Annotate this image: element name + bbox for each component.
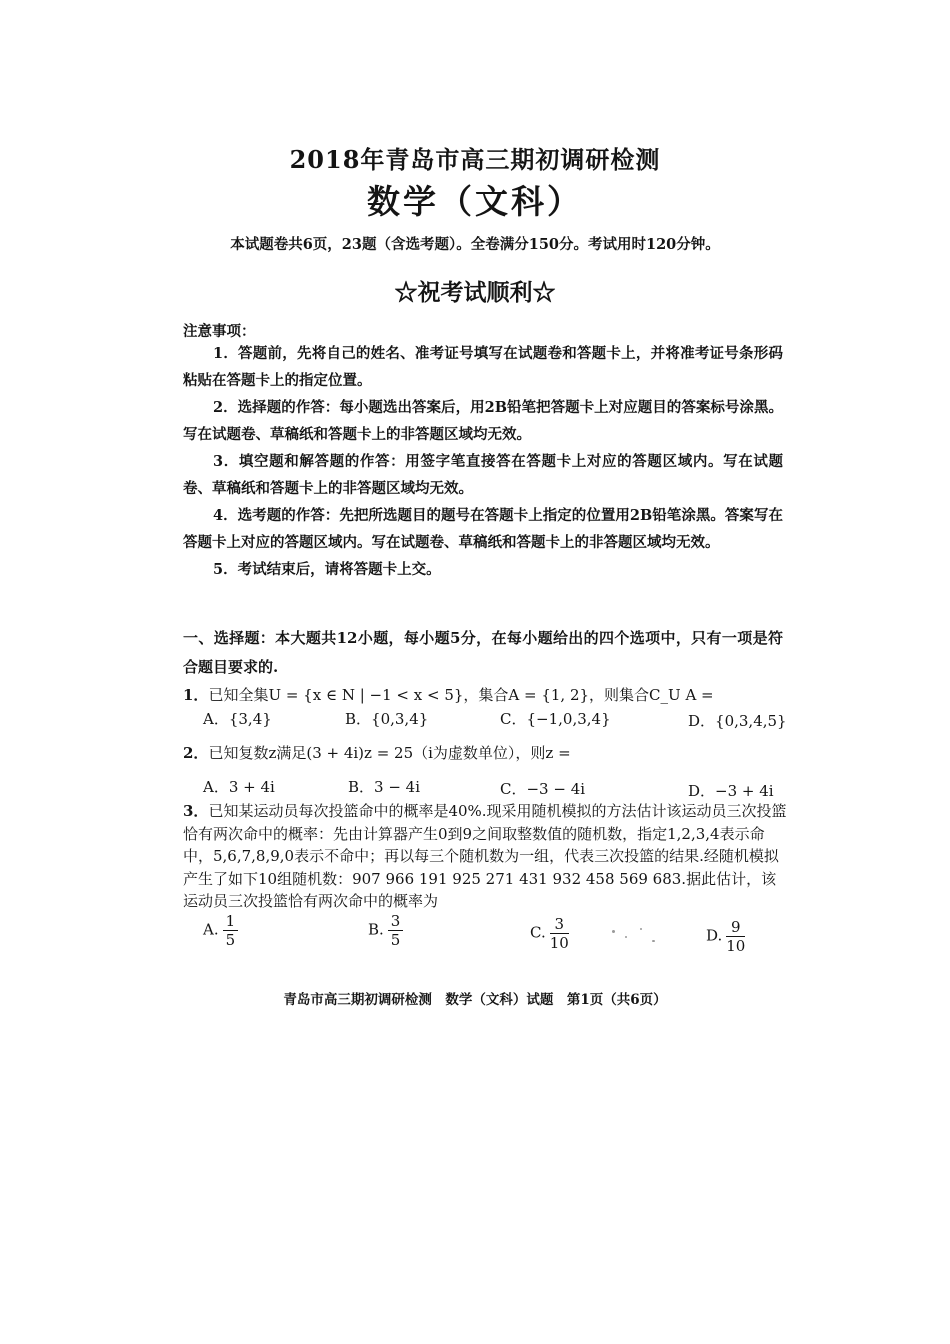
option-a [203,912,238,949]
fraction [388,912,404,949]
notice-item: 5．考试结束后，请将答题卡上交。 [213,561,441,578]
scan-speck [640,928,642,930]
fraction [550,915,569,952]
denominator: 5 [225,931,236,949]
option-label: B. [368,920,384,939]
exam-intro: 本试题卷共6页，23题（含选考题）。全卷满分150分。考试用时120分钟。 [230,236,720,253]
notice-item: 4．选考题的作答：先把所选题目的题号在答题卡上指定的位置用2B铅笔涂黑。答案写在答题卡上对应的答题区域内。写在试题卷、草稿纸和答题卡上的非答题区域均无效。 [183,507,783,551]
option-label: C. [530,923,546,942]
notice-item: 1．答题前，先将自己的姓名、准考证号填写在试题卷和答题卡上，并将准考证号条形码粘贴在答题卡上的指定位置。 [183,345,783,389]
section-heading: 一、选择题：本大题共12小题，每小题5分，在每小题给出的四个选项中，只有一项是符合题目要求的. [183,629,783,676]
question-2 [183,742,788,764]
option-b: B．3 − 4i [348,778,421,796]
question-number: 1． [183,686,209,704]
good-luck-line: ☆祝考试顺利☆ [394,279,556,306]
option-d: D．−3 + 4i [688,782,774,800]
option-b: B．{0,3,4} [345,710,429,728]
question-3 [183,800,788,913]
notice-item: 3．填空题和解答题的作答：用签字笔直接答在答题卡上对应的答题区域内。写在试题卷、草稿纸和答题卡上的非答题区域均无效。 [183,453,783,497]
numerator: 3 [388,912,404,931]
question-number: 2． [183,744,209,762]
scan-speck [612,930,615,933]
fraction [223,912,239,949]
numerator: 3 [550,915,569,934]
notice-heading: 注意事项： [183,323,256,340]
notice-item: 2．选择题的作答：每小题选出答案后，用2B铅笔把答题卡上对应题目的答案标号涂黑。写在试题卷、草稿纸和答题卡上的非答题区域均无效。 [183,399,783,443]
option-a: A．{3,4} [203,710,272,728]
page-footer: 青岛市高三期初调研检测 数学（文科）试题 第1页（共6页） [283,992,667,1008]
scan-speck [652,940,655,942]
exam-subject: 数学（文科） [367,182,583,221]
question-stem: 已知全集U = {x ∈ N | −1 < x < 5}，集合A = {1, 2}，则集合C_U A = [208,686,714,704]
question-number: 3． [183,802,209,820]
question-1 [183,684,788,706]
option-b [368,912,403,949]
denominator: 5 [390,931,401,949]
exam-title: 2018年青岛市高三期初调研检测 [289,145,661,174]
option-c [530,915,569,952]
denominator: 10 [549,934,569,952]
numerator: 9 [726,918,745,937]
option-c: C．−3 − 4i [500,780,586,798]
denominator: 10 [726,937,746,955]
question-stem: 已知复数z满足(3 + 4i)z = 25（i为虚数单位），则z = [208,744,571,762]
question-stem: 已知某运动员每次投篮命中的概率是40%.现采用随机模拟的方法估计该运动员三次投篮恰有两次命中的概率：先由计算器产生0到9之间取整数值的随机数，指定1,2,3,4表示命中，5,6,7,8,9,0表示不命中；再以每三个随机数为一组，代表三次投篮的结果.经随机模拟产生了如下10组随机数：907 966 191 925 271 431 932 458 569 683.据此估计，该运动员三次投篮恰有两次命中的概率为 [183,802,787,910]
option-d: D．{0,3,4,5} [688,712,787,730]
numerator: 1 [223,912,239,931]
option-a: A．3 + 4i [203,778,275,796]
scan-speck [625,936,627,938]
option-d [706,918,745,955]
notice-list [183,340,783,583]
fraction [726,918,745,955]
option-label: A. [203,920,219,939]
option-label: D. [706,926,723,945]
option-c: C．{−1,0,3,4} [500,710,611,728]
